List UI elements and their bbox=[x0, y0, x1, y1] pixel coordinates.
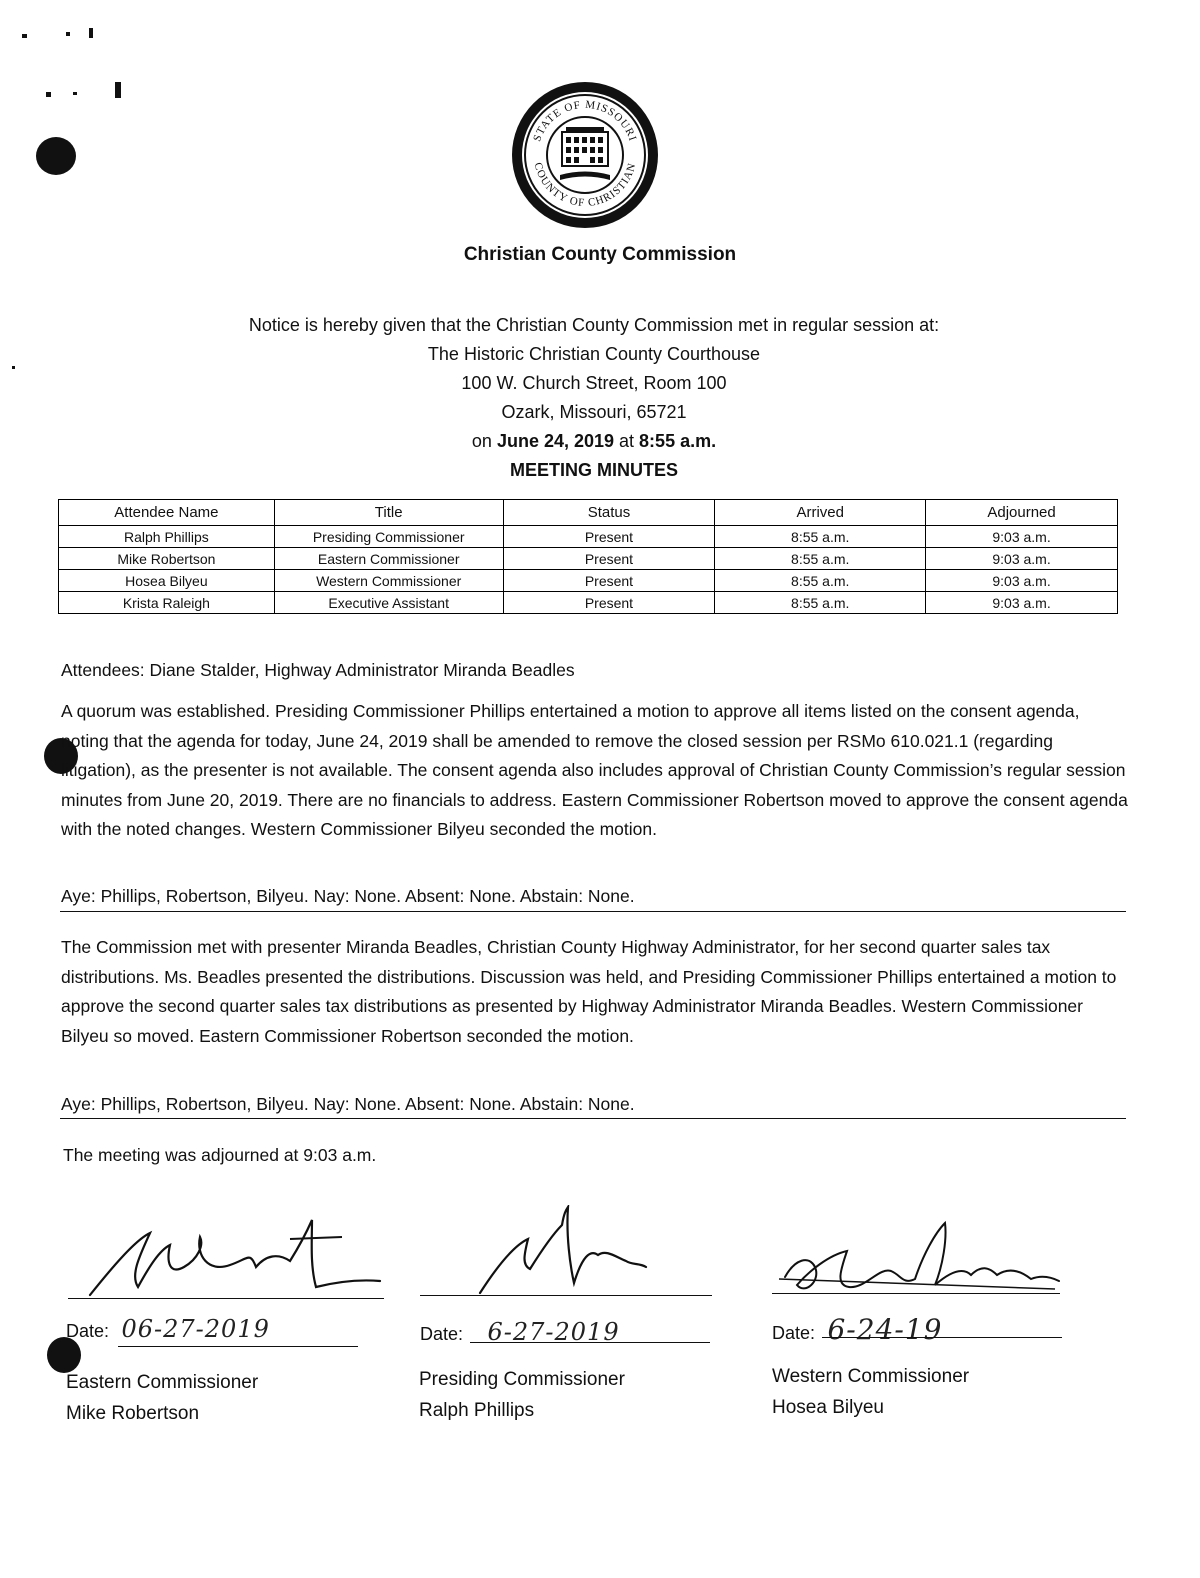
column-header: Title bbox=[274, 500, 503, 526]
table-cell: Present bbox=[503, 526, 715, 548]
minutes-heading: MEETING MINUTES bbox=[509, 460, 678, 480]
date-label: Date: bbox=[772, 1323, 816, 1343]
divider bbox=[60, 911, 1126, 912]
signature-phillips bbox=[470, 1205, 660, 1300]
table-cell: 9:03 a.m. bbox=[926, 570, 1118, 592]
date-value: 6-27-2019 bbox=[487, 1318, 620, 1346]
svg-text:COUNTY OF CHRISTIAN: COUNTY OF CHRISTIAN bbox=[531, 161, 639, 210]
punch-hole bbox=[36, 137, 76, 175]
signature-line bbox=[68, 1298, 384, 1299]
notice-address: 100 W. Church Street, Room 100 bbox=[461, 373, 727, 393]
signature-line bbox=[772, 1293, 1060, 1294]
meeting-time: 8:55 a.m. bbox=[639, 431, 717, 451]
signer-name: Hosea Bilyeu bbox=[772, 1397, 884, 1418]
table-cell: Hosea Bilyeu bbox=[59, 570, 275, 592]
table-cell: Executive Assistant bbox=[274, 592, 503, 614]
adjournment-note: The meeting was adjourned at 9:03 a.m. bbox=[63, 1145, 377, 1165]
table-cell: 8:55 a.m. bbox=[715, 526, 926, 548]
vote-record: Aye: Phillips, Robertson, Bilyeu. Nay: None. Absent: None. Abstain: None. bbox=[61, 886, 635, 906]
table-cell: 8:55 a.m. bbox=[715, 548, 926, 570]
scan-speck bbox=[66, 32, 70, 36]
column-header: Arrived bbox=[715, 500, 926, 526]
table-row bbox=[59, 526, 1118, 548]
table-row bbox=[59, 570, 1118, 592]
attendance-table bbox=[58, 499, 1118, 614]
date-value: 6-24-19 bbox=[827, 1313, 943, 1346]
date-label: Date: bbox=[420, 1324, 464, 1344]
sales-tax-paragraph: The Commission met with presenter Miranda Beadles, Christian County Highway Administrator, for her second quarter sales tax distributions. Ms. Beadles presented the distributions. Discussion was held, and Presiding Commissioner Phillips entertained a motion to approve the second quarter sales tax distributions as presented by Highway Administrator Miranda Beadles. Western Commissioner Bilyeu so moved. Eastern Commissioner Robertson seconded the motion. bbox=[61, 937, 1117, 1046]
column-header: Attendee Name bbox=[59, 500, 275, 526]
scan-speck bbox=[73, 92, 77, 95]
scan-speck bbox=[115, 82, 121, 98]
signature-line bbox=[420, 1295, 712, 1296]
vote-record: Aye: Phillips, Robertson, Bilyeu. Nay: None. Absent: None. Abstain: None. bbox=[61, 1094, 635, 1114]
signer-name: Ralph Phillips bbox=[419, 1400, 535, 1421]
date-value: 06-27-2019 bbox=[121, 1315, 270, 1343]
signer-name: Mike Robertson bbox=[66, 1403, 200, 1424]
table-cell: 9:03 a.m. bbox=[926, 526, 1118, 548]
table-cell: Krista Raleigh bbox=[59, 592, 275, 614]
signer-title: Eastern Commissioner bbox=[66, 1372, 259, 1393]
date-line bbox=[118, 1346, 358, 1347]
table-header-row bbox=[59, 500, 1118, 526]
signer-title: Presiding Commissioner bbox=[419, 1369, 625, 1390]
table-cell: Present bbox=[503, 592, 715, 614]
date-line bbox=[470, 1342, 710, 1343]
signature-bilyeu bbox=[775, 1215, 1065, 1305]
document-title: Christian County Commission bbox=[463, 244, 737, 265]
county-seal-logo bbox=[510, 80, 660, 230]
signature-robertson bbox=[80, 1215, 390, 1305]
table-cell: 8:55 a.m. bbox=[715, 592, 926, 614]
table-cell: Eastern Commissioner bbox=[274, 548, 503, 570]
signature-date bbox=[66, 1315, 270, 1343]
notice-venue: The Historic Christian County Courthouse bbox=[427, 344, 761, 364]
notice-line: Notice is hereby given that the Christian County Commission met in regular session at: bbox=[248, 315, 940, 335]
table-cell: 9:03 a.m. bbox=[926, 548, 1118, 570]
scan-speck bbox=[22, 34, 27, 38]
signature-date bbox=[772, 1313, 942, 1346]
table-cell: Present bbox=[503, 570, 715, 592]
svg-text:STATE OF MISSOURI: STATE OF MISSOURI bbox=[531, 98, 639, 144]
date-line bbox=[822, 1337, 1062, 1338]
table-row bbox=[59, 592, 1118, 614]
scan-speck bbox=[46, 92, 51, 97]
scan-speck bbox=[89, 28, 93, 38]
table-cell: Present bbox=[503, 548, 715, 570]
column-header: Status bbox=[503, 500, 715, 526]
notice-city: Ozark, Missouri, 65721 bbox=[501, 402, 687, 422]
table-cell: Ralph Phillips bbox=[59, 526, 275, 548]
table-cell: Western Commissioner bbox=[274, 570, 503, 592]
meeting-date: June 24, 2019 bbox=[496, 431, 615, 451]
signer-title: Western Commissioner bbox=[772, 1366, 970, 1387]
notice-datetime: on June 24, 2019 at 8:55 a.m. bbox=[471, 431, 717, 451]
table-cell: Mike Robertson bbox=[59, 548, 275, 570]
table-cell: 8:55 a.m. bbox=[715, 570, 926, 592]
date-label: Date: bbox=[66, 1321, 110, 1341]
table-cell: 9:03 a.m. bbox=[926, 592, 1118, 614]
attendees-line: Attendees: Diane Stalder, Highway Administrator Miranda Beadles bbox=[61, 660, 575, 680]
column-header: Adjourned bbox=[926, 500, 1118, 526]
consent-agenda-paragraph: A quorum was established. Presiding Commissioner Phillips entertained a motion to approve all items listed on the consent agenda, noting that the agenda for today, June 24, 2019 shall be amended to remove the closed session per RSMo 610.021.1 (regarding litigation), as the presenter is not available. The consent agenda also includes approval of Christian County Commission’s regular session minutes from June 20, 2019. There are no financials to address. Eastern Commissioner Robertson moved to approve the consent agenda with the noted changes. Western Commissioner Bilyeu seconded the motion. bbox=[61, 701, 1128, 839]
table-row bbox=[59, 548, 1118, 570]
table-cell: Presiding Commissioner bbox=[274, 526, 503, 548]
divider bbox=[60, 1118, 1126, 1119]
